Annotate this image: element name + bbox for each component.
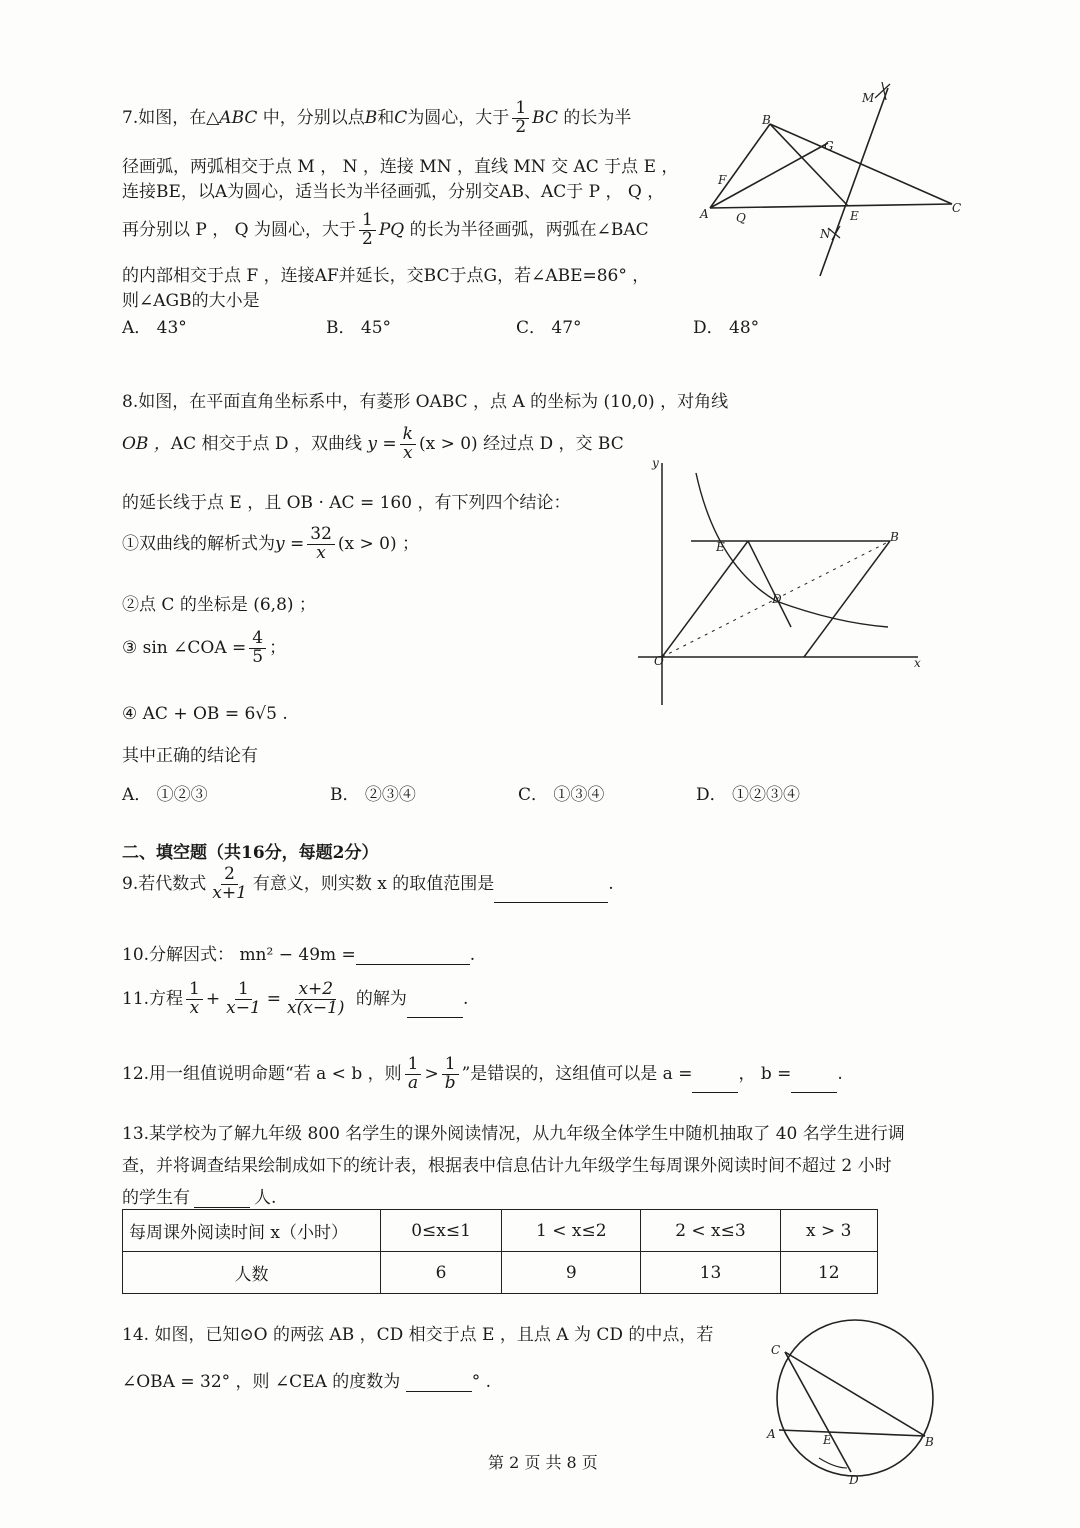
- q11-answer-blank[interactable]: [407, 999, 463, 1018]
- q12-fraction-2: $\frac{1}{b}$: [442, 1056, 459, 1093]
- q7-option-a[interactable]: A． 43°: [122, 318, 187, 338]
- q8-rhombus-figure: [636, 455, 926, 710]
- q13-line2: 查，并将调查结果绘制成如下的统计表，根据表中信息估计九年级学生每周课外阅读时间不超过 2 小时: [122, 1156, 892, 1176]
- q9-fraction: $\frac{2}{x+1}$: [212, 864, 247, 903]
- q7-option-c[interactable]: C． 47°: [516, 318, 582, 338]
- q7-label-b: B: [762, 113, 771, 127]
- q7-label-c: C: [952, 201, 962, 215]
- q8-label-x: x: [914, 656, 921, 670]
- q14-arc-mark: [819, 1458, 847, 1468]
- q14-circle-figure: [765, 1318, 945, 1488]
- table-header-cell: 0≤x≤1: [381, 1210, 502, 1252]
- q14-circle-o: [777, 1320, 933, 1476]
- table-cell: 9: [502, 1252, 641, 1294]
- q11: 11.方程 $\frac{1}{x}$ + $\frac{1}{x-1}$ = $\frac{x+2}{x(x-1)}$ 的解为 .: [122, 979, 469, 1018]
- q7-line3: 连接BE，以A为圆心，适当长为半径画弧，分别交AB、AC于 P ， Q ，: [122, 182, 665, 202]
- q7-line-mn: [820, 88, 888, 276]
- q14-answer-blank[interactable]: [406, 1373, 472, 1392]
- q9-answer-blank[interactable]: [494, 884, 608, 903]
- half-fraction-2: $\frac{1}{2}$: [359, 212, 376, 249]
- table-cell: 6: [381, 1252, 502, 1294]
- q8-conclusion-4: ④ AC + OB = 6√5 .: [122, 704, 288, 724]
- q8-conclusion-2: ②点 C 的坐标是 (6,8) ；: [122, 595, 316, 615]
- table-cell: 人数: [123, 1252, 381, 1294]
- q8-conclusion-3: ③ sin ∠COA = $\frac{4}{5}$ ；: [122, 628, 287, 667]
- q10-answer-blank[interactable]: [356, 946, 470, 965]
- q8-hyperbola: [696, 473, 888, 627]
- q14-chord-cd: [785, 1352, 851, 1472]
- q13-line3: 的学生有 人.: [122, 1188, 277, 1208]
- q8-label-b: B: [890, 530, 899, 544]
- q7-label-a: A: [700, 207, 709, 221]
- q7-seg-ac: [710, 204, 952, 208]
- q8-label-d: D: [772, 592, 782, 606]
- section2-heading: 二、填空题（共16分，每题2分）: [122, 843, 379, 863]
- q12: 12.用一组值说明命题“若 a < b ，则 $\frac{1}{a}$ > $\frac{1}{b}$ ”是错误的，这组值可以是 a = ， b = .: [122, 1054, 843, 1093]
- q7-line5: 的内部相交于点 F ，连接AF并延长，交BC于点G，若∠ABE=86° ，: [122, 266, 650, 286]
- q14-label-b: B: [925, 1435, 934, 1449]
- q7-label-n: N: [820, 227, 831, 241]
- q7-line4: 再分别以 P ， Q 为圆心，大于 $\frac{1}{2}$ PQ 的长为半径画弧，两弧在∠BAC: [122, 210, 649, 249]
- q7-label-g: G: [824, 139, 834, 153]
- q14-label-a: A: [767, 1427, 776, 1441]
- q8-label-y: y: [652, 456, 659, 470]
- q7-line2: 径画弧，两弧相交于点 M ， N ，连接 MN ，直线 MN 交 AC 于点 E ，: [122, 157, 679, 177]
- table-header-cell: x > 3: [780, 1210, 877, 1252]
- q7-option-d[interactable]: D． 48°: [693, 318, 760, 338]
- q7-seg-be: [770, 124, 848, 206]
- q8-option-c[interactable]: C． ①③④: [518, 785, 605, 805]
- table-header-cell: 每周课外阅读时间 x（小时）: [123, 1210, 381, 1252]
- table-header-cell: 2 < x≤3: [641, 1210, 780, 1252]
- c3-fraction: $\frac{4}{5}$: [249, 630, 266, 667]
- q14-line2: ∠OBA = 32° ，则 ∠CEA 的度数为 ° .: [122, 1372, 492, 1392]
- q8-label-e: E: [716, 540, 725, 554]
- reading-time-table: [122, 1209, 878, 1294]
- q8-conclusion-1: ①双曲线的解析式为y = $\frac{32}{x}$ (x > 0) ；: [122, 524, 420, 563]
- q8-option-d[interactable]: D． ①②③④: [696, 785, 801, 805]
- q11-fraction-3: $\frac{x+2}{x(x-1)}$: [287, 979, 345, 1018]
- q7-label-m: M: [862, 91, 875, 105]
- q14-label-d: D: [849, 1473, 859, 1487]
- q7-seg-ag: [710, 143, 828, 208]
- page-footer: 第 2 页 共 8 页: [488, 1453, 598, 1472]
- q8-label-o: O: [654, 654, 664, 668]
- q8-line3: 的延长线于点 E ，且 OB · AC = 160 ，有下列四个结论：: [122, 493, 571, 513]
- q7-seg-ab: [710, 124, 770, 208]
- q14-chord-ab: [779, 1430, 925, 1436]
- q12-answer-blank-a[interactable]: [692, 1074, 738, 1093]
- q8-option-b[interactable]: B． ②③④: [330, 785, 416, 805]
- half-fraction: $\frac{1}{2}$: [512, 100, 529, 137]
- q12-fraction-1: $\frac{1}{a}$: [405, 1056, 422, 1093]
- q7-label-q: Q: [736, 211, 746, 225]
- c1-fraction: $\frac{32}{x}$: [307, 526, 335, 563]
- q7-triangle-figure: [690, 80, 970, 280]
- q8-seg-ac-diag: [748, 541, 791, 627]
- q7-label-f: F: [718, 173, 727, 187]
- table-header-row: [123, 1210, 878, 1252]
- q10: 10.分解因式： mn² − 49m = .: [122, 945, 476, 965]
- q8-line1: 8.如图，在平面直角坐标系中，有菱形 OABC ，点 A 的坐标为 (10,0) ，对角线: [122, 392, 729, 412]
- q7-label-e: E: [850, 209, 859, 223]
- q14-line1: 14. 如图，已知⊙O 的两弦 AB ，CD 相交于点 E ，且点 A 为 CD 的中点，若: [122, 1325, 714, 1345]
- q11-fraction-1: $\frac{1}{x}$: [186, 981, 203, 1018]
- q8-option-a[interactable]: A． ①②③: [122, 785, 208, 805]
- q7-option-b[interactable]: B． 45°: [326, 318, 392, 338]
- q8-line2: OB ，AC 相交于点 D ，双曲线 y = $\frac{k}{x}$ (x > 0) 经过点 D ，交 BC: [122, 424, 624, 463]
- q14-label-c: C: [771, 1343, 781, 1357]
- table-cell: 12: [780, 1252, 877, 1294]
- q8-ask: 其中正确的结论有: [122, 746, 258, 766]
- q9: 9.若代数式 $\frac{2}{x+1}$ 有意义，则实数 x 的取值范围是 .: [122, 864, 614, 903]
- q13-answer-blank[interactable]: [194, 1189, 250, 1208]
- table-row: [123, 1252, 878, 1294]
- table-header-cell: 1 < x≤2: [502, 1210, 641, 1252]
- k-over-x-fraction: $\frac{k}{x}$: [400, 426, 416, 463]
- q8-seg-ba: [804, 541, 890, 657]
- q12-answer-blank-b[interactable]: [791, 1074, 837, 1093]
- q7-line1: 7.如图，在△ABC 中，分别以点B和C为圆心，大于 $\frac{1}{2}$ BC 的长为半: [122, 98, 632, 137]
- q8-seg-oc: [662, 541, 748, 657]
- table-cell: 13: [641, 1252, 780, 1294]
- q11-fraction-2: $\frac{1}{x-1}$: [226, 979, 261, 1018]
- q14-seg-cb: [785, 1352, 925, 1436]
- q14-label-e: E: [823, 1433, 832, 1447]
- q7-line6: 则∠AGB的大小是: [122, 291, 260, 311]
- q13-line1: 13.某学校为了解九年级 800 名学生的课外阅读情况，从九年级全体学生中随机抽取了 40 名学生进行调: [122, 1124, 905, 1144]
